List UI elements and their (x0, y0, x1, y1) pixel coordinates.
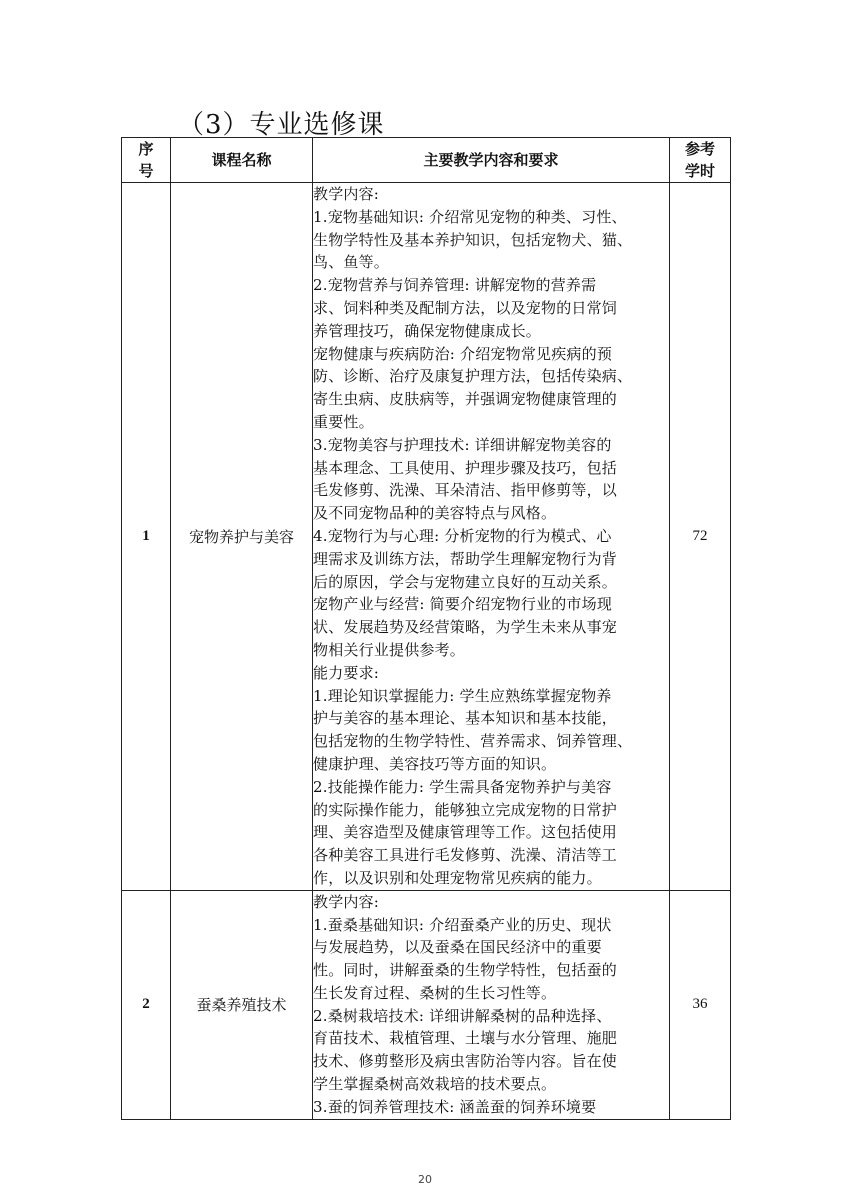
row-index: 2 (122, 890, 171, 1119)
row-hours: 36 (670, 890, 731, 1119)
content-line: 3.宠物美容与护理技术: 详细讲解宠物美容的 (313, 435, 612, 454)
content-line: 理需求及训练方法，帮助学生理解宠物行为背 (313, 549, 618, 568)
content-line: 1.蚕桑基础知识: 介绍蚕桑产业的历史、现状 (313, 915, 612, 934)
content-line: 能力要求: (313, 663, 380, 682)
content-line: 育苗技术、栽植管理、土壤与水分管理、施肥 (313, 1029, 618, 1048)
table-row (122, 183, 731, 891)
course-table (121, 137, 731, 1120)
content-line: 与发展趋势，以及蚕桑在国民经济中的重要 (313, 938, 602, 957)
content-line: 技术、修剪整形及病虫害防治等内容。旨在使 (313, 1052, 618, 1071)
content-line: 护与美容的基本理论、基本知识和基本技能， (313, 709, 618, 728)
content-line: 作，以及识别和处理宠物常见疾病的能力。 (313, 868, 602, 887)
content-line: 理、美容造型及健康管理等工作。这包括使用 (313, 823, 618, 842)
header-index (122, 138, 171, 183)
section-title: （3）专业选修课 (178, 110, 385, 140)
content-line: 物相关行业提供参考。 (313, 640, 466, 659)
row-index: 1 (122, 183, 171, 891)
row-content (313, 183, 670, 891)
content-line: 鸟、鱼等。 (313, 253, 390, 272)
content-line: 生长发育过程、桑树的生长习性等。 (313, 983, 557, 1002)
content-line: 的实际操作能力，能够独立完成宠物的日常护 (313, 800, 618, 819)
content-line: 状、发展趋势及经营策略，为学生未来从事宠 (313, 618, 618, 637)
row-course-name: 蚕桑养殖技术 (171, 890, 313, 1119)
content-line: 2.技能操作能力: 学生需具备宠物养护与美容 (313, 777, 612, 796)
content-line: 生物学特性及基本养护知识，包括宠物犬、猫、 (313, 230, 633, 249)
content-line: 养管理技巧，确保宠物健康成长。 (313, 321, 542, 340)
content-line: 2.桑树栽培技术: 详细讲解桑树的品种选择、 (313, 1006, 612, 1025)
header-index-line: 序 (138, 140, 154, 158)
table-row (122, 890, 731, 1119)
content-line: 3.蚕的饲养管理技术: 涵盖蚕的饲养环境要 (313, 1097, 597, 1116)
content-line: 重要性。 (313, 412, 374, 431)
content-line: 包括宠物的生物学特性、营养需求、饲养管理、 (313, 732, 633, 751)
content-line: 后的原因，学会与宠物建立良好的互动关系。 (313, 572, 618, 591)
content-line: 4.宠物行为与心理: 分析宠物的行为模式、心 (313, 526, 612, 545)
content-line: 及不同宠物品种的美容特点与风格。 (313, 504, 557, 523)
content-line: 1.宠物基础知识: 介绍常见宠物的种类、习性、 (313, 207, 627, 226)
header-index-line: 号 (138, 162, 154, 180)
content-line: 教学内容: (313, 892, 380, 911)
header-hours-line: 学时 (684, 162, 715, 180)
row-hours: 72 (670, 183, 731, 891)
header-course-name: 课程名称 (171, 138, 313, 183)
content-line: 学生掌握桑树高效栽培的技术要点。 (313, 1075, 557, 1094)
content-line: 1.理论知识掌握能力: 学生应熟练掌握宠物养 (313, 686, 612, 705)
content-line: 基本理念、工具使用、护理步骤及技巧，包括 (313, 458, 618, 477)
content-line: 性。同时，讲解蚕桑的生物学特性，包括蚕的 (313, 961, 618, 980)
content-line: 求、饲料种类及配制方法，以及宠物的日常饲 (313, 298, 618, 317)
content-line: 2.宠物营养与饲养管理: 讲解宠物的营养需 (313, 276, 597, 295)
header-hours (670, 138, 731, 183)
content-line: 各种美容工具进行毛发修剪、洗澡、清洁等工 (313, 846, 618, 865)
header-hours-line: 参考 (684, 140, 715, 158)
row-course-name: 宠物养护与美容 (171, 183, 313, 891)
content-line: 毛发修剪、洗澡、耳朵清洁、指甲修剪等，以 (313, 481, 618, 500)
table-header-row (122, 138, 731, 183)
row-content (313, 890, 670, 1119)
content-line: 防、诊断、治疗及康复护理方法，包括传染病、 (313, 367, 633, 386)
page-number: 20 (418, 1173, 432, 1186)
content-line: 寄生虫病、皮肤病等，并强调宠物健康管理的 (313, 390, 618, 409)
content-line: 教学内容: (313, 185, 380, 203)
content-line: 宠物健康与疾病防治: 介绍宠物常见疾病的预 (313, 344, 613, 363)
content-line: 健康护理、美容技巧等方面的知识。 (313, 754, 557, 773)
header-content: 主要教学内容和要求 (313, 138, 670, 183)
content-line: 宠物产业与经营: 简要介绍宠物行业的市场现 (313, 595, 613, 614)
